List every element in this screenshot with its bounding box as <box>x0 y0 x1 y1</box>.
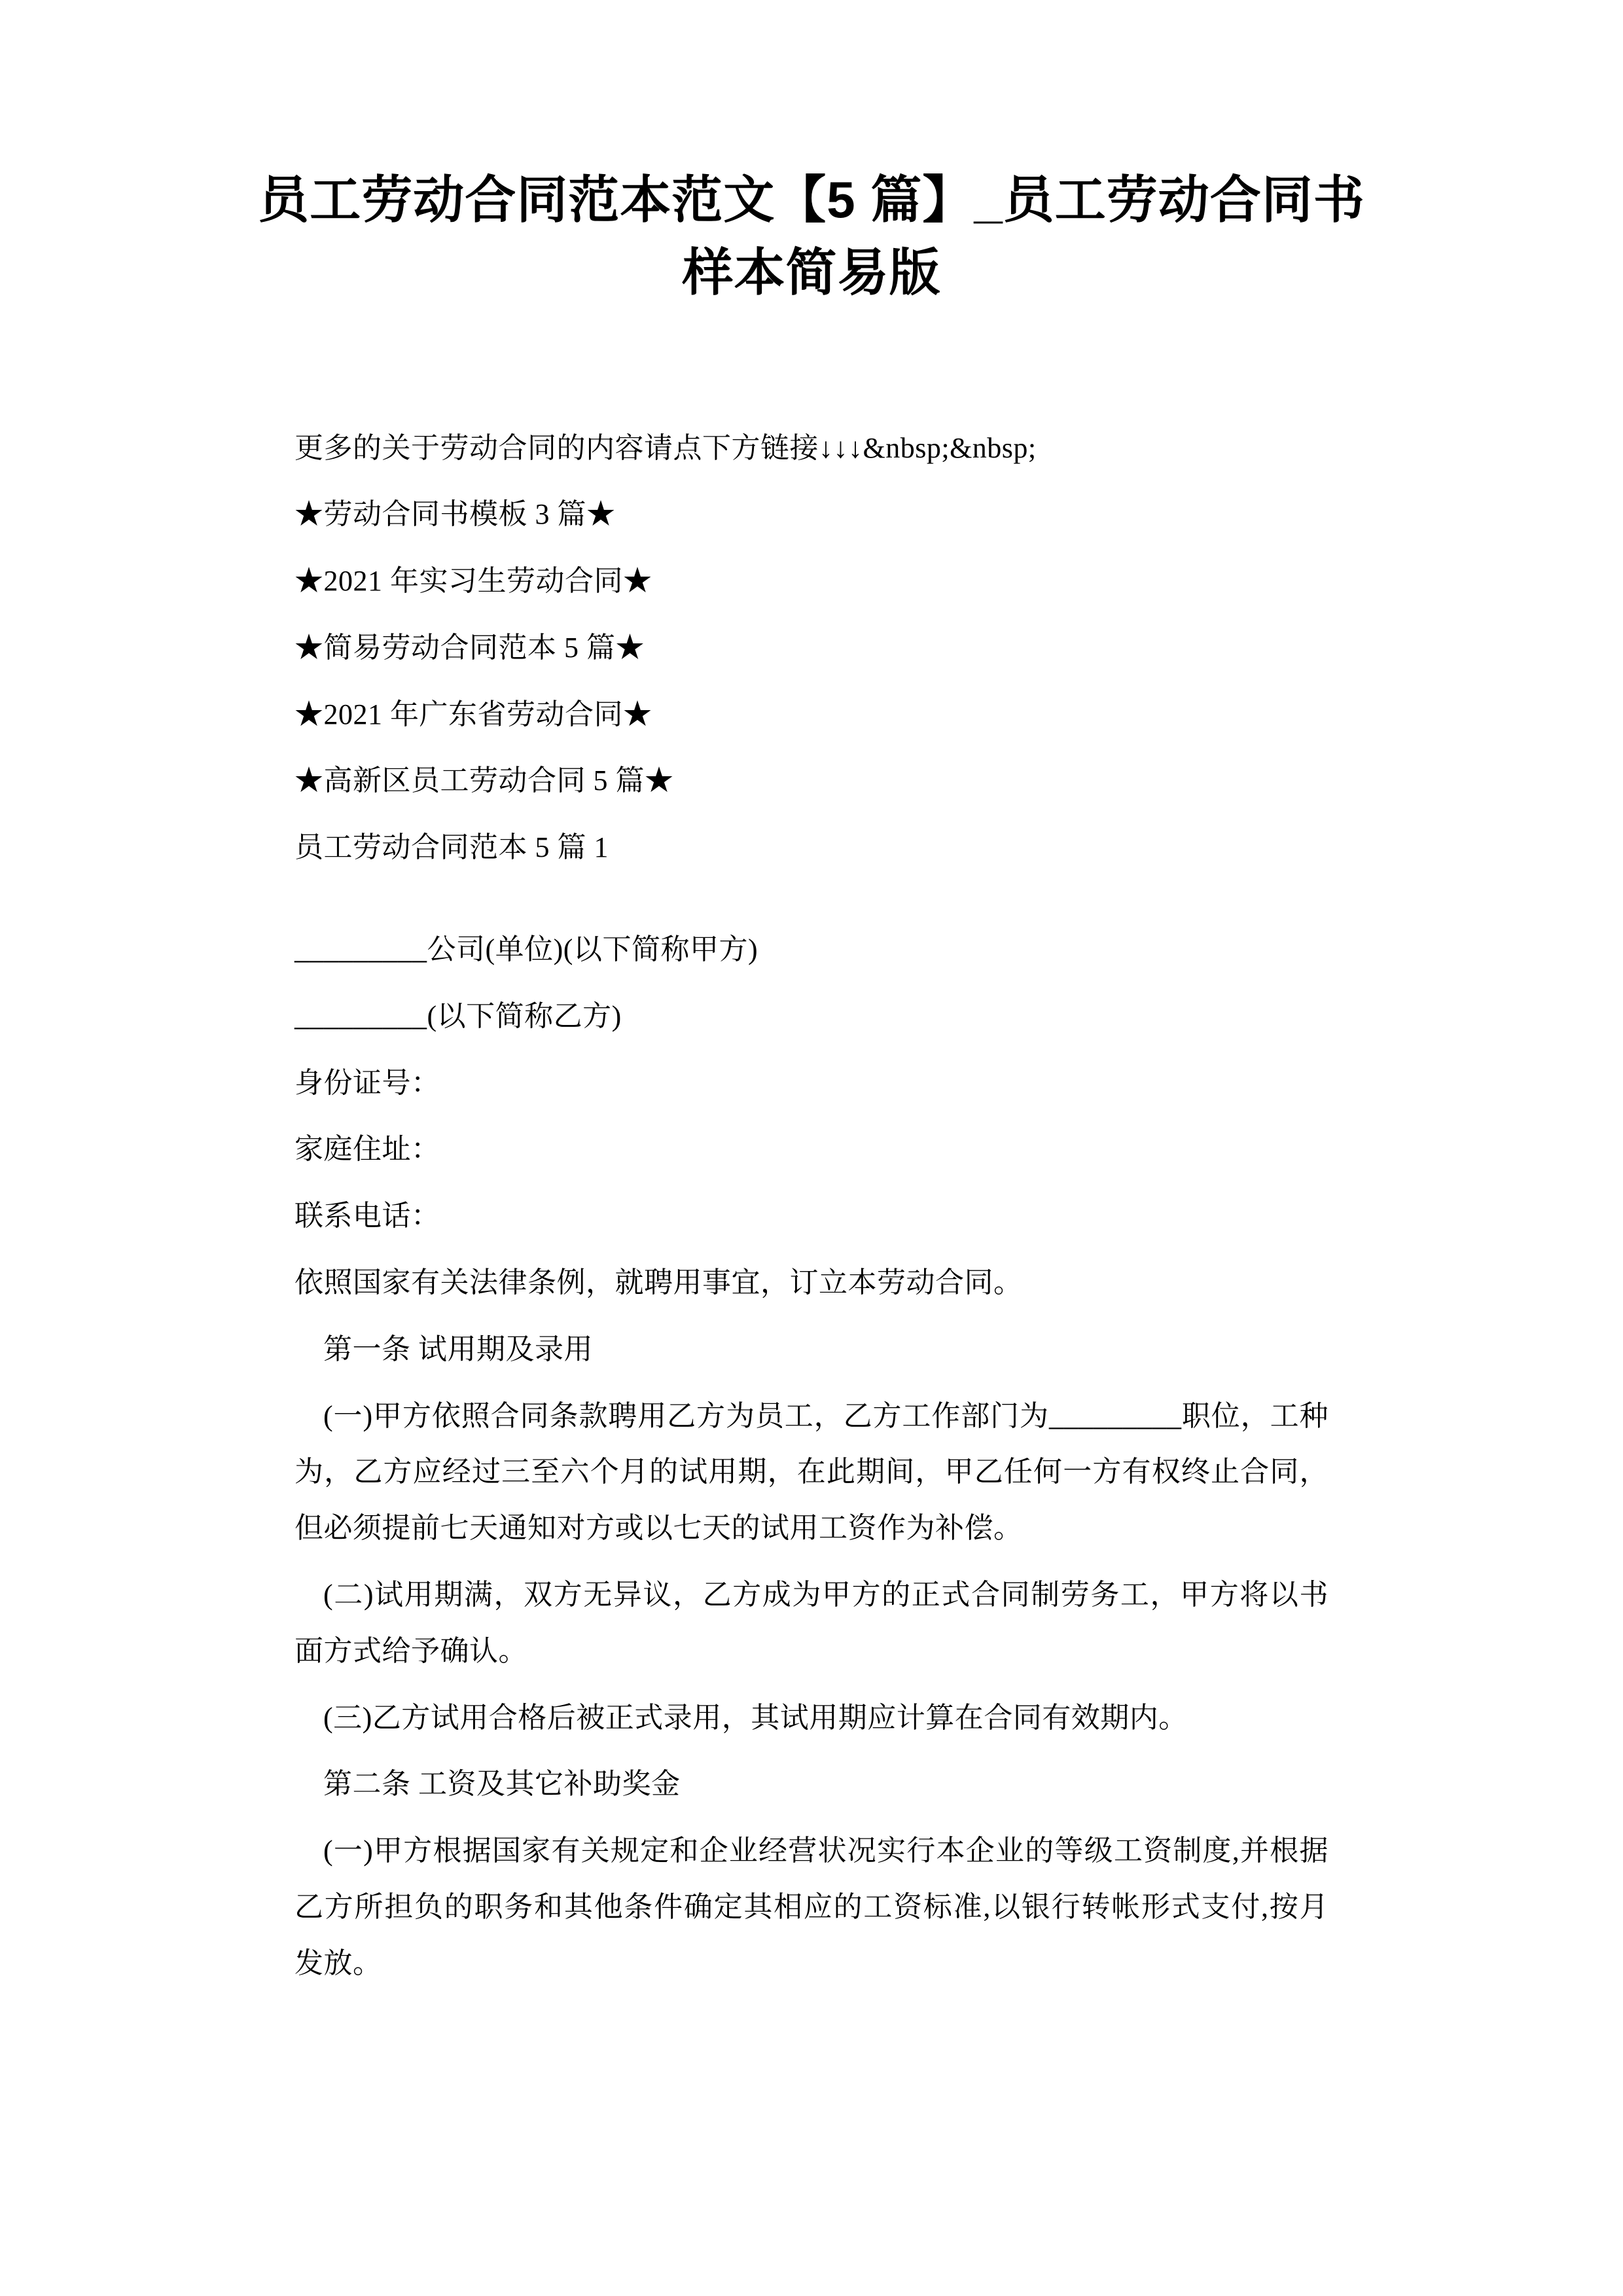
article-2-clause-1: (一)甲方根据国家有关规定和企业经营状况实行本企业的等级工资制度,并根据乙方所担负的职务和其他条件确定其相应的工资标准,以银行转帐形式支付,按月发放。 <box>294 1835 1329 1979</box>
article-2-heading: 第二条 工资及其它补助奖金 <box>323 1768 681 1801</box>
related-link-5[interactable]: ★高新区员工劳动合同 5 篇★ <box>294 764 674 797</box>
related-link-4[interactable]: ★2021 年广东省劳动合同★ <box>294 698 652 730</box>
related-link-1[interactable]: ★劳动合同书模板 3 篇★ <box>294 498 616 531</box>
related-link-2[interactable]: ★2021 年实习生劳动合同★ <box>294 565 652 598</box>
document-body <box>216 420 1407 1992</box>
related-link-3[interactable]: ★简易劳动合同范本 5 篇★ <box>294 631 645 664</box>
home-address-label: 家庭住址： <box>294 1133 440 1166</box>
article-1-heading: 第一条 试用期及录用 <box>323 1333 593 1365</box>
preamble-text: 依照国家有关法律条例，就聘用事宜，订立本劳动合同。 <box>294 1266 1023 1299</box>
party-b-line: _________(以下简称乙方) <box>294 999 622 1032</box>
section-heading: 员工劳动合同范本 5 篇 1 <box>294 831 609 864</box>
article-1-clause-3: (三)乙方试用合格后被正式录用，其试用期应计算在合同有效期内。 <box>323 1701 1188 1734</box>
article-1-clause-1: (一)甲方依照合同条款聘用乙方为员工，乙方工作部门为_________职位，工种为，乙方应经过三至六个月的试用期，在此期间，甲乙任何一方有权终止合同，但必须提前七天通知对方或以七天的试用工资作为补偿。 <box>294 1399 1329 1545</box>
id-number-label: 身份证号： <box>294 1066 440 1099</box>
party-a-line: _________公司(单位)(以下简称甲方) <box>294 933 758 966</box>
page-title: 员工劳动合同范本范文【5 篇】_员工劳动合同书样本简易版 <box>258 171 1365 301</box>
article-1-clause-2: (二)试用期满，双方无异议，乙方成为甲方的正式合同制劳务工，甲方将以书面方式给予确认。 <box>294 1579 1329 1667</box>
title-spacer <box>216 309 1407 420</box>
contact-phone-label: 联系电话： <box>294 1200 440 1232</box>
intro-more-links-lead: 更多的关于劳动合同的内容请点下方链接↓↓↓&nbsp;&nbsp; <box>294 431 1037 464</box>
